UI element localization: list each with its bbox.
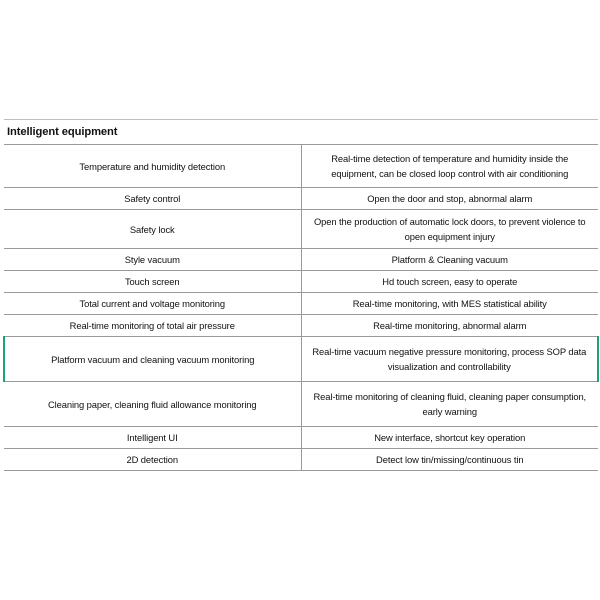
table-row: [4, 382, 598, 427]
table-row: [4, 449, 598, 471]
feature-cell: Real-time monitoring of total air pressure: [4, 315, 301, 337]
description-cell: Detect low tin/missing/continuous tin: [301, 449, 598, 471]
table-row: [4, 271, 598, 293]
table-row: [4, 427, 598, 449]
feature-cell: 2D detection: [4, 449, 301, 471]
table-row: [4, 249, 598, 271]
feature-cell: Platform vacuum and cleaning vacuum monitoring: [4, 337, 301, 382]
description-cell: Open the door and stop, abnormal alarm: [301, 188, 598, 210]
feature-cell: Total current and voltage monitoring: [4, 293, 301, 315]
description-cell: New interface, shortcut key operation: [301, 427, 598, 449]
table-title-row: [4, 120, 598, 145]
description-cell: Hd touch screen, easy to operate: [301, 271, 598, 293]
description-cell: Real-time detection of temperature and humidity inside the equipment, can be closed loop control with air conditioning: [301, 145, 598, 188]
description-cell: Real-time monitoring of cleaning fluid, cleaning paper consumption, early warning: [301, 382, 598, 427]
description-cell: Real-time vacuum negative pressure monitoring, process SOP data visualization and controllability: [301, 337, 598, 382]
equipment-spec-table: [3, 119, 599, 471]
feature-cell: Intelligent UI: [4, 427, 301, 449]
description-cell: Platform & Cleaning vacuum: [301, 249, 598, 271]
feature-cell: Touch screen: [4, 271, 301, 293]
feature-cell: Style vacuum: [4, 249, 301, 271]
table-row: [4, 315, 598, 337]
table-title: Intelligent equipment: [4, 120, 598, 145]
feature-cell: Safety lock: [4, 210, 301, 249]
table-row: [4, 293, 598, 315]
table-row: [4, 188, 598, 210]
description-cell: Real-time monitoring, abnormal alarm: [301, 315, 598, 337]
description-cell: Open the production of automatic lock doors, to prevent violence to open equipment injury: [301, 210, 598, 249]
spec-sheet: [3, 119, 599, 471]
table-row: [4, 337, 598, 382]
feature-cell: Temperature and humidity detection: [4, 145, 301, 188]
table-row: [4, 210, 598, 249]
description-cell: Real-time monitoring, with MES statistical ability: [301, 293, 598, 315]
feature-cell: Cleaning paper, cleaning fluid allowance monitoring: [4, 382, 301, 427]
feature-cell: Safety control: [4, 188, 301, 210]
table-row: [4, 145, 598, 188]
